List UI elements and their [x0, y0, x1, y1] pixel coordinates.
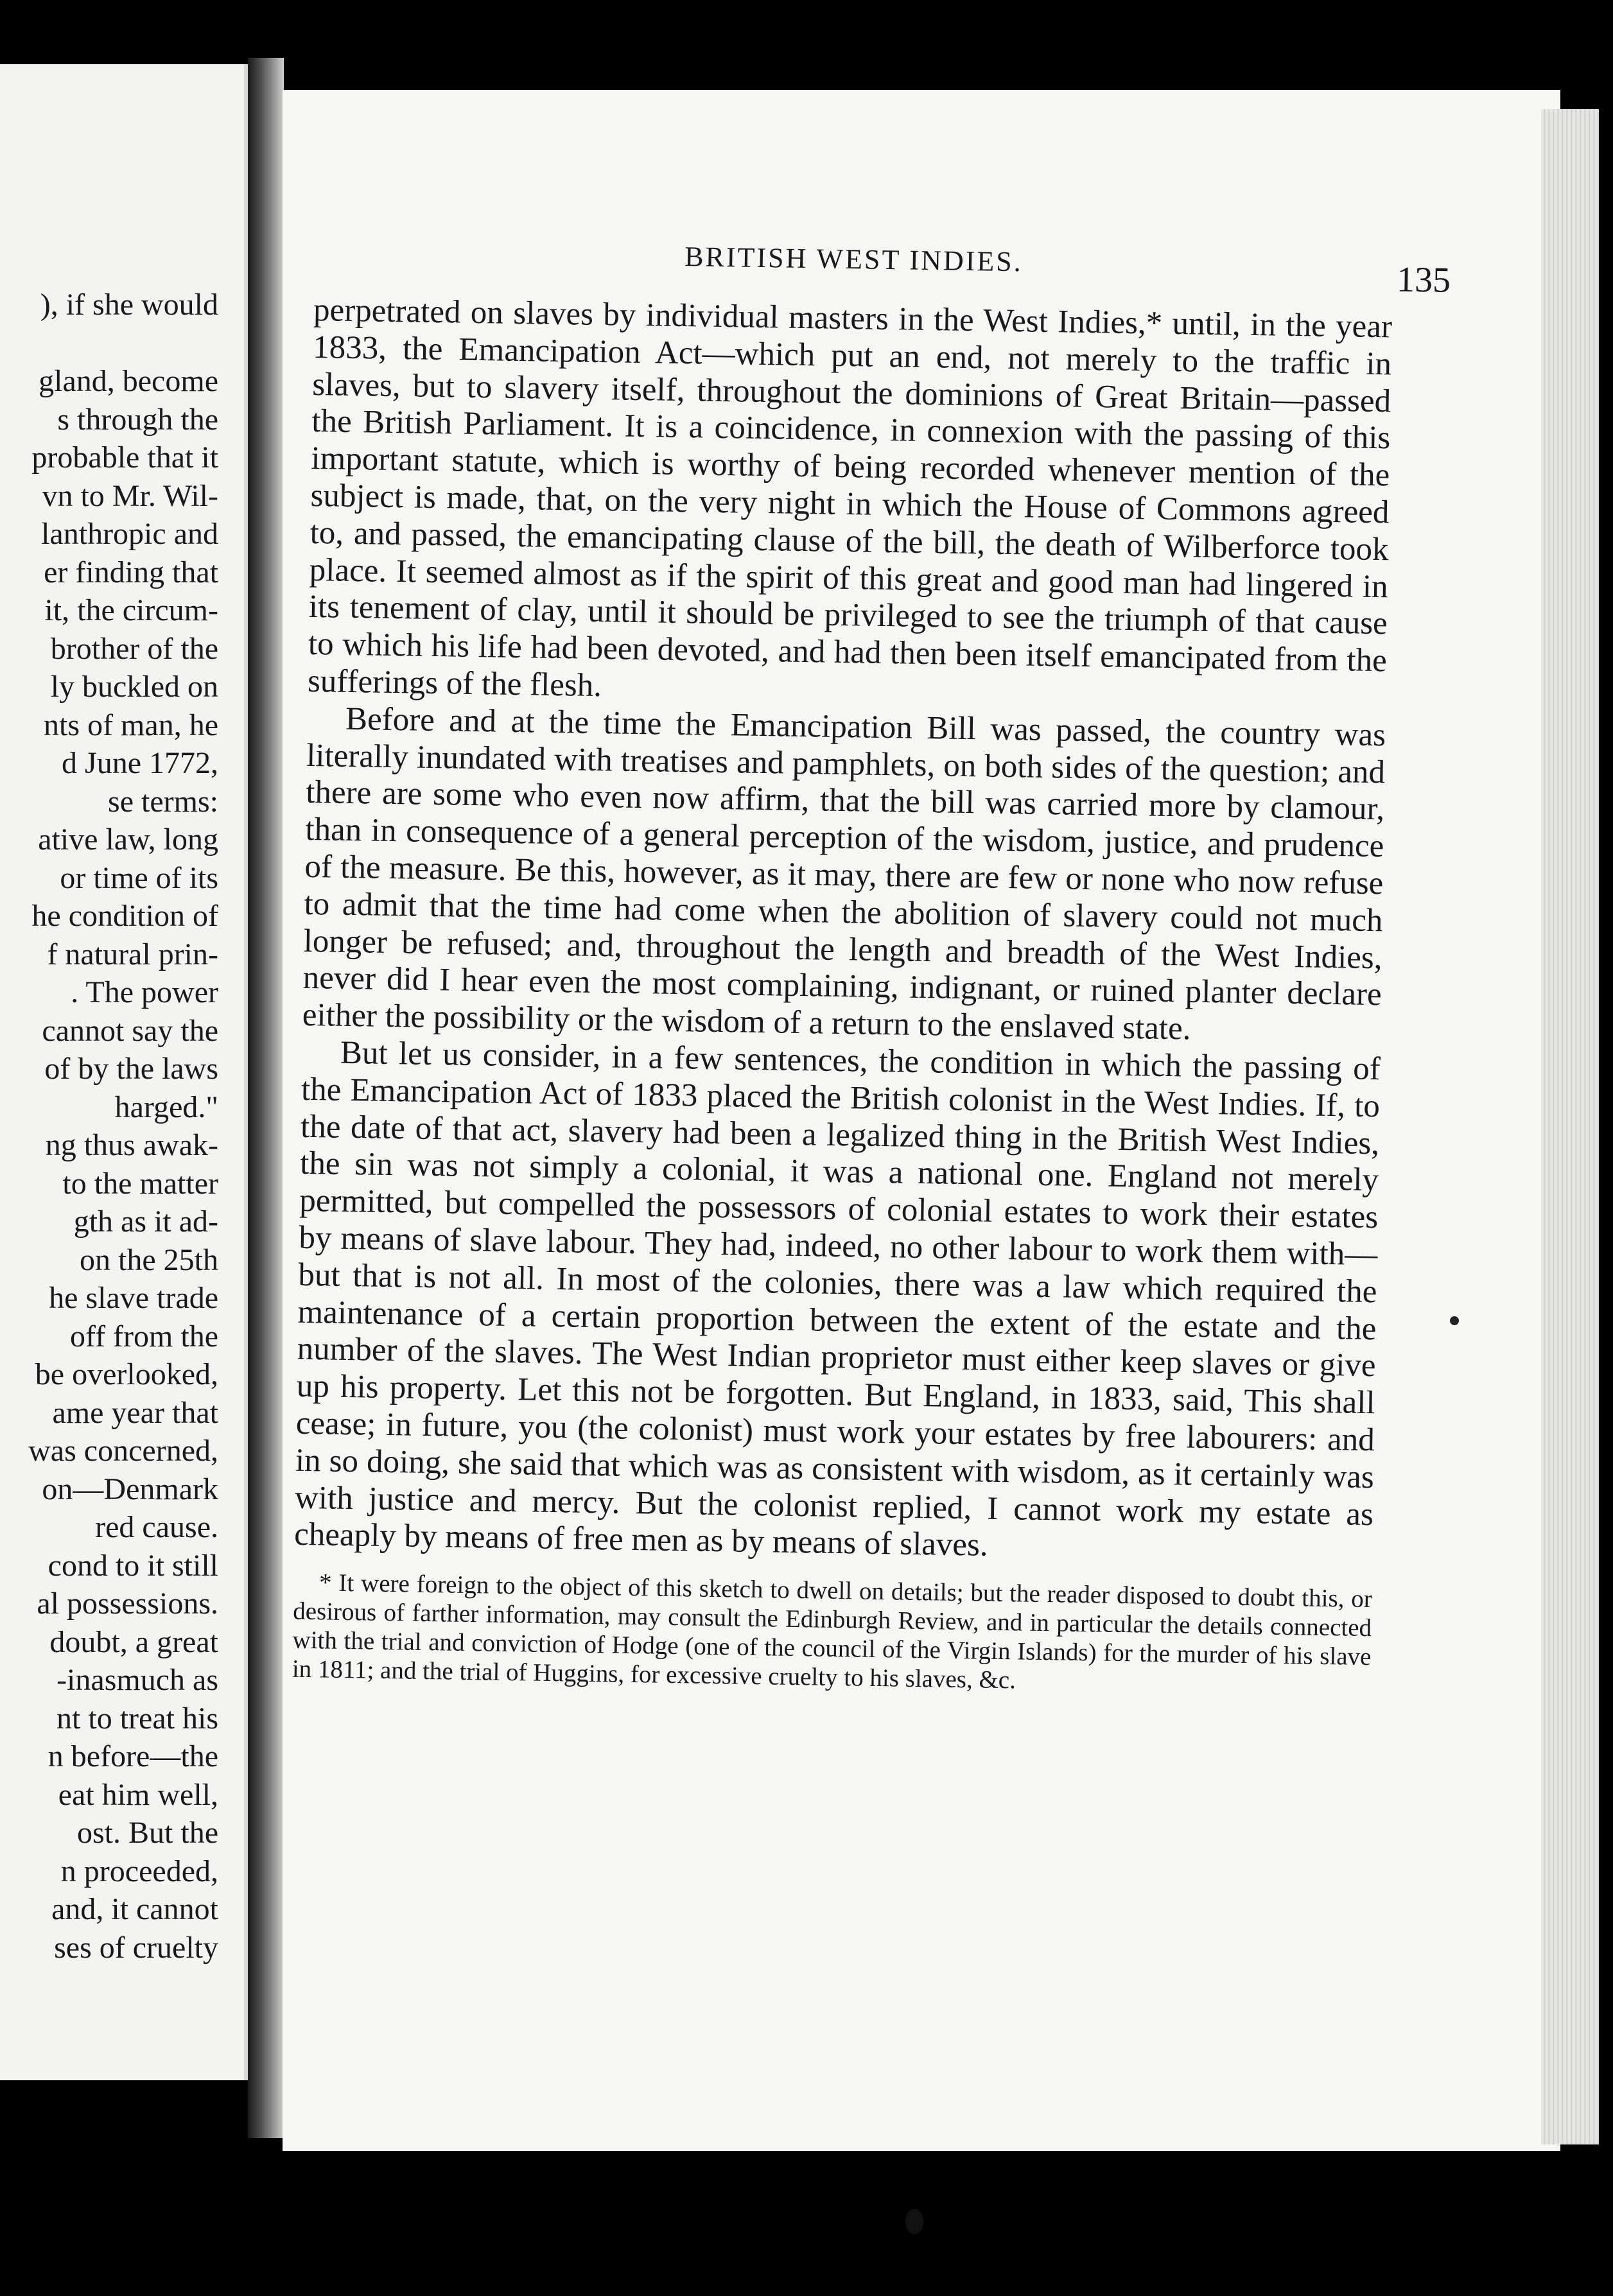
left-page-line: n proceeded,: [60, 1854, 218, 1888]
book-gutter: [248, 58, 284, 2138]
left-page-line: ng thus awak-: [45, 1128, 218, 1162]
left-page-line: off from the: [69, 1319, 218, 1353]
left-page-line: gth as it ad-: [73, 1205, 218, 1239]
left-page-line: ses of cruelty: [54, 1930, 218, 1965]
paragraph-1: perpetrated on slaves by individual masters in the West Indies,* until, in the year 1833, the Emancipation Act—which put an end, not merely to the traffic in slaves, but to slavery itself, throughout the dominions of Great Britain—passed the British Parliament. It is a coincidence, in connexion with the passing of this important statute, which is worthy of being recorded whenever mention of the subject is made, that, on the very night in which the House of Commons agreed to, and passed, the emancipating clause of the bill, the death of Wilberforce took place. It seemed almost as if the spirit of this great and good man had lingered in its tenement of clay, until it should be privileged to see the triumph of that cause to which his life had been devoted, and had then been itself emancipated from the sufferings of the flesh.: [307, 291, 1393, 704]
body-text: [294, 292, 1393, 1570]
left-page-line: al possessions.: [37, 1587, 218, 1621]
left-page-line: se terms:: [108, 784, 218, 819]
left-page-line: it, the circum-: [44, 593, 218, 627]
left-page-line: cannot say the: [42, 1013, 218, 1048]
left-page-line: to the matter: [62, 1166, 218, 1201]
left-page-line: . The power: [71, 975, 218, 1009]
left-page-line: ative law, long: [38, 822, 218, 857]
left-page-line: harged.": [114, 1090, 218, 1124]
left-page-line: of by the laws: [44, 1052, 218, 1086]
left-page-line: was concerned,: [28, 1434, 218, 1468]
paragraph-2: Before and at the time the Emancipation Bill was passed, the country was literally inundated with treatises and pamphlets, on both sides of the question; and there are some who even now affirm, that the bill was carried more by clamour, than in consequence of a general perception of the wisdom, justice, and prudence of the measure. Be this, however, as it may, there are few or none who now refuse to admit that the time had come when the abolition of slavery could not much longer be refused; and, throughout the length and breadth of the West Indies, never did I hear even the most complaining, indignant, or ruined planter declare either the possibility or the wisdom of a return to the enslaved state.: [302, 700, 1386, 1047]
left-page-line: he slave trade: [49, 1281, 218, 1315]
footnote: * It were foreign to the object of this sketch to dwell on details; but the reader disposed to doubt this, or desirous of farther information, may consult the Edinburgh Review, and in particular the details connected with the trial and conviction of Hodge (one of the council of the Virgin Islands) for the murder of his slave in 1811; and the trial of Huggins, for excessive cruelty to his slaves, &c.: [292, 1569, 1373, 1694]
left-page-line: s through the: [57, 402, 218, 437]
left-page-line: cond to it still: [48, 1548, 218, 1583]
left-page-line: ), if she would: [40, 288, 218, 322]
left-page-line: eat him well,: [58, 1777, 218, 1812]
left-page-line: ame year that: [52, 1395, 218, 1430]
left-page-line: -inasmuch as: [57, 1663, 218, 1697]
running-head: BRITISH WEST INDIES.: [684, 241, 1024, 278]
left-page-text: [0, 286, 218, 1967]
left-page-line: be overlooked,: [35, 1357, 218, 1391]
left-page-line: and, it cannot: [51, 1892, 218, 1926]
page-edge: [1541, 109, 1599, 2144]
left-page-line: probable that it: [31, 440, 218, 474]
left-page-line: lanthropic and: [41, 517, 218, 551]
page-content: [292, 234, 1451, 1700]
left-page-line: f natural prin-: [47, 937, 218, 971]
left-page-line: [0, 324, 218, 363]
left-page-line: red cause.: [95, 1510, 218, 1544]
left-page-line: doubt, a great: [49, 1624, 218, 1659]
left-page-line: on the 25th: [80, 1242, 218, 1277]
left-page-line: he condition of: [31, 899, 218, 933]
left-page-line: on—Denmark: [42, 1472, 218, 1506]
left-page-line: ly buckled on: [50, 670, 218, 704]
left-page-line: d June 1772,: [62, 746, 218, 780]
page: [283, 90, 1560, 2151]
left-page-line: nts of man, he: [44, 708, 218, 742]
paragraph-3: But let us consider, in a few sentences, the condition in which the passing of the Emancipation Act of 1833 placed the British colonist in the West Indies. If, to the date of that act, slavery had been a legalized thing in the British West Indies, the sin was not simply a colonial, it was a national one. England not merely permitted, but compelled the possessors of colonial estates to work their estates by means of slave labour. They had, indeed, no other labour to work them with—but that is not all. In most of the colonies, there was a law which required the maintenance of a certain proportion between the extent of the estate and the number of the slaves. The West Indian proprietor must either keep slaves or give up his property. Let this not be forgotten. But England, in 1833, said, This shall cease; in future, you (the colonist) must work your estates by free labourers: and in so doing, she said that which was as consistent with wisdom, as it certainly was with justice and mercy. But the colonist replied, I cannot work my estate as cheaply by means of free men as by means of slaves.: [293, 1034, 1381, 1564]
stray-mark: [1450, 1316, 1459, 1325]
left-page-line: ost. But the: [76, 1816, 218, 1850]
left-page-line: gland, become: [39, 364, 218, 398]
left-page-line: nt to treat his: [57, 1701, 218, 1735]
left-page-line: brother of the: [50, 631, 218, 666]
left-page-line: vn to Mr. Wil-: [42, 478, 218, 513]
left-page-line: n before—the: [48, 1739, 218, 1773]
left-page-fragment: [0, 64, 248, 2080]
left-page-line: er finding that: [44, 555, 218, 589]
left-page-line: or time of its: [60, 860, 218, 895]
scan-artifact: [905, 2209, 923, 2234]
page-number: 135: [1396, 259, 1451, 300]
